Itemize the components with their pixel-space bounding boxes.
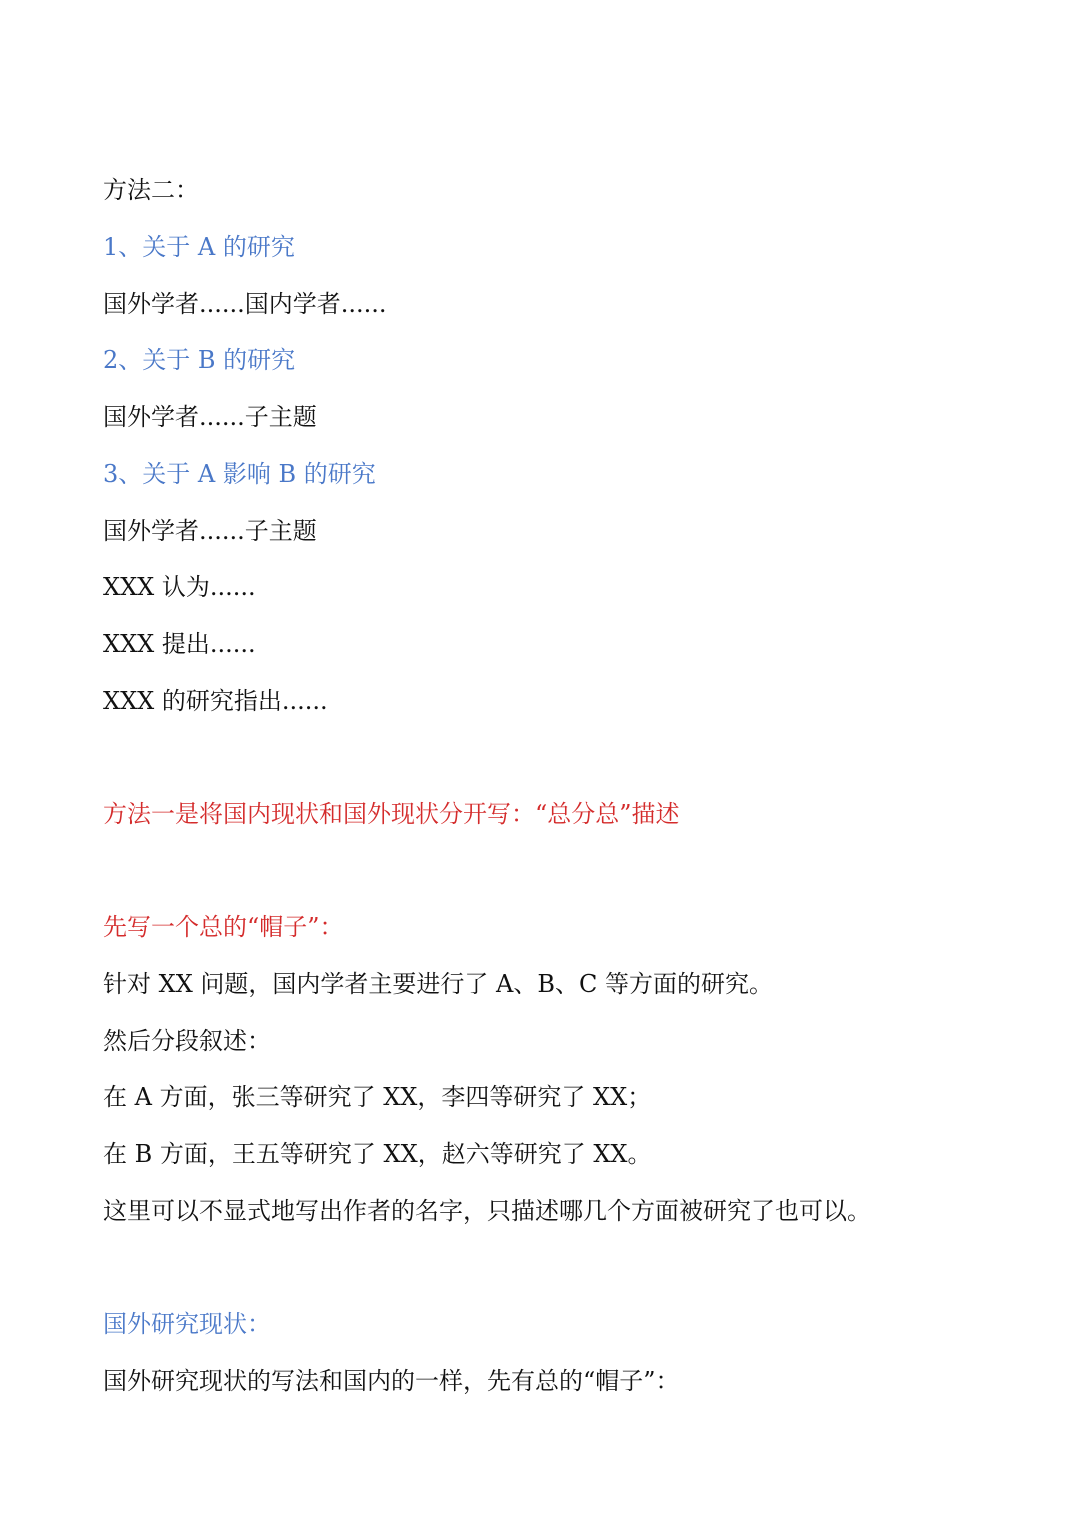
paragraph-a: 在 A 方面，张三等研究了 XX，李四等研究了 XX； [103, 1083, 652, 1111]
foreign-heading: 国外研究现状： [103, 1310, 271, 1338]
method1-title: 方法一是将国内现状和国外现状分开写：“总分总”描述 [103, 800, 680, 828]
note-line: 这里可以不显式地写出作者的名字，只描述哪几个方面被研究了也可以。 [103, 1197, 871, 1225]
paragraph-b: 在 B 方面，王五等研究了 XX，赵六等研究了 XX。 [103, 1140, 652, 1168]
foreign-text: 国外研究现状的写法和国内的一样，先有总的“帽子”： [103, 1367, 680, 1395]
citation-line-3: XXX 的研究指出...... [103, 687, 328, 715]
section-heading-a-affects-b: 3、关于 A 影响 B 的研究 [103, 460, 376, 488]
citation-line-1: XXX 认为...... [103, 573, 256, 601]
hat-heading: 先写一个总的“帽子”： [103, 913, 344, 941]
section-heading-a: 1、关于 A 的研究 [103, 233, 295, 261]
citation-line-2: XXX 提出...... [103, 630, 256, 658]
section-text-a: 国外学者......国内学者...... [103, 290, 387, 318]
method2-title: 方法二： [103, 176, 199, 204]
section-heading-b: 2、关于 B 的研究 [103, 346, 296, 374]
hat-text: 针对 XX 问题，国内学者主要进行了 A、B、C 等方面的研究。 [103, 970, 774, 998]
then-line: 然后分段叙述： [103, 1027, 271, 1055]
section-text-a-affects-b: 国外学者......子主题 [103, 517, 317, 545]
section-text-b: 国外学者......子主题 [103, 403, 317, 431]
